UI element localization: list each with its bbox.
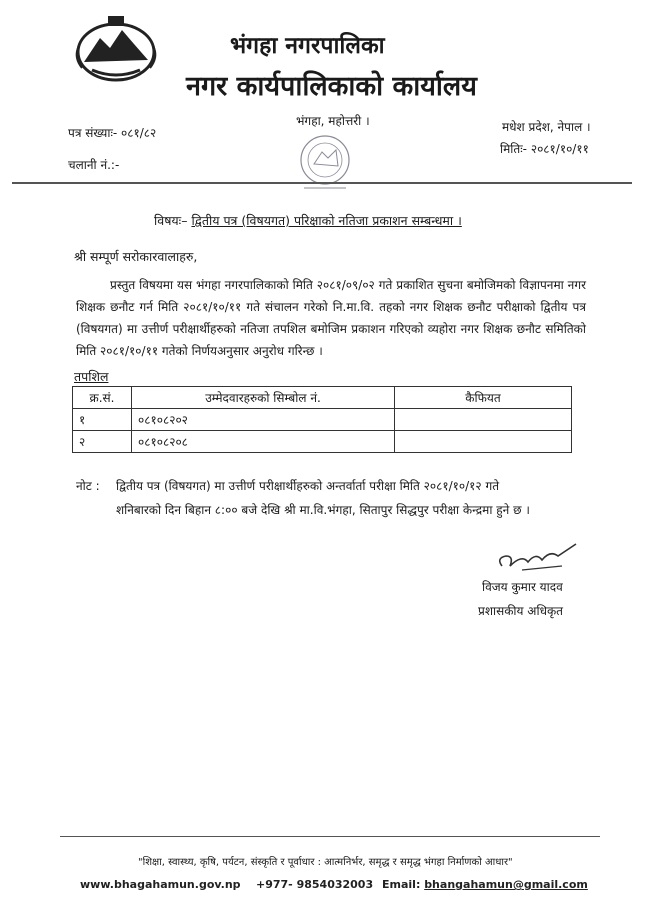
- subject-line: [154, 212, 462, 229]
- date-value: २०८१/१०/११: [530, 142, 589, 156]
- footer-email: [382, 878, 588, 891]
- header-divider: [12, 182, 632, 184]
- letter-date: [500, 140, 589, 157]
- reference-number: [68, 124, 156, 141]
- row-symbol-number: ०८१०८२०२: [132, 409, 395, 431]
- note-line-2: शनिबारको दिन बिहान ८:०० बजे देखि श्री मा.वि.भंगहा, सितापुर सिद्धपुर परीक्षा केन्द्रमा हुने छ ।: [116, 503, 530, 517]
- results-table: [72, 386, 572, 453]
- email-label: Email:: [382, 878, 421, 891]
- subject-label: विषयः–: [154, 213, 188, 228]
- footer-slogan: "शिक्षा, स्वास्थ्य, कृषि, पर्यटन, संस्कृति र पूर्वाधार : आत्मनिर्भर, समृद्ध र समृद्ध भंगहा निर्माणको आधार": [138, 857, 513, 868]
- signatory-name: विजय कुमार यादव: [482, 580, 563, 594]
- note-label: नोट :: [76, 479, 100, 493]
- office-location: भंगहा, महोत्तरी ।: [296, 114, 370, 128]
- handwritten-signature-icon: [492, 540, 582, 580]
- table-caption: तपशिल: [74, 369, 109, 384]
- row-symbol-number: ०८१०८२०८: [132, 431, 395, 453]
- header-remarks: कैफियत: [395, 387, 572, 409]
- date-label: मितिः-: [500, 142, 527, 156]
- table-row: [73, 431, 572, 453]
- email-address: bhangahamun@gmail.com: [424, 878, 588, 891]
- table-header-row: [73, 387, 572, 409]
- dispatch-number-label: चलानी नं.:-: [68, 158, 120, 172]
- row-remarks: [395, 409, 572, 431]
- subject-text: द्वितीय पत्र (विषयगत) परिक्षाको नतिजा प्रकाशन सम्बन्धमा ।: [191, 213, 462, 228]
- office-stamp-icon: [290, 130, 360, 194]
- province-address: मधेश प्रदेश, नेपाल ।: [502, 120, 591, 134]
- footer-phone: +977- 9854032003: [256, 878, 374, 891]
- signatory-title: प्रशासकीय अधिकृत: [478, 604, 564, 618]
- header-symbol-number: उम्मेदवारहरुको सिम्बोल नं.: [132, 387, 395, 409]
- note-text-1: द्वितीय पत्र (विषयगत) मा उत्तीर्ण परीक्षार्थीहरुको अन्तर्वार्ता परीक्षा मिति २०८१/१०/१२ गते: [116, 479, 500, 493]
- note: [76, 474, 596, 522]
- footer-divider: [60, 836, 600, 837]
- footer-website: www.bhagahamun.gov.np: [80, 878, 241, 891]
- letter-body: प्रस्तुत विषयमा यस भंगहा नगरपालिकाको मिति २०८१/०९/०२ गते प्रकाशित सुचना बमोजिमको विज्ञापनमा नगर शिक्षक छनौट गर्न मिति २०८१/१०/११ गते संचालन गरेको नि.मा.वि. तहको नगर शिक्षक छनौट परीक्षाको द्वितीय पत्र (विषयगत) मा उत्तीर्ण परीक्षार्थीहरुको नतिजा तपशिल बमोजिम प्रकाशन गरिएको व्यहोरा नगर शिक्षक छनौट समितिको मिति २०८१/१०/११ गतेको निर्णयअनुसार अनुरोध गरिन्छ ।: [76, 278, 586, 358]
- municipality-name: भंगहा नगरपालिका: [230, 33, 385, 59]
- office-name: नगर कार्यपालिकाको कार्यालय: [186, 71, 477, 102]
- reference-label: पत्र संख्याः-: [68, 126, 118, 140]
- reference-value: ०८१/८२: [121, 126, 157, 140]
- salutation: श्री सम्पूर्ण सरोकारवालाहरु,: [74, 249, 198, 264]
- note-line-1: [76, 474, 596, 498]
- row-serial: २: [73, 431, 132, 453]
- header-serial: क्र.सं.: [73, 387, 132, 409]
- row-remarks: [395, 431, 572, 453]
- nepal-emblem-icon: [70, 14, 162, 84]
- row-serial: १: [73, 409, 132, 431]
- table-row: [73, 409, 572, 431]
